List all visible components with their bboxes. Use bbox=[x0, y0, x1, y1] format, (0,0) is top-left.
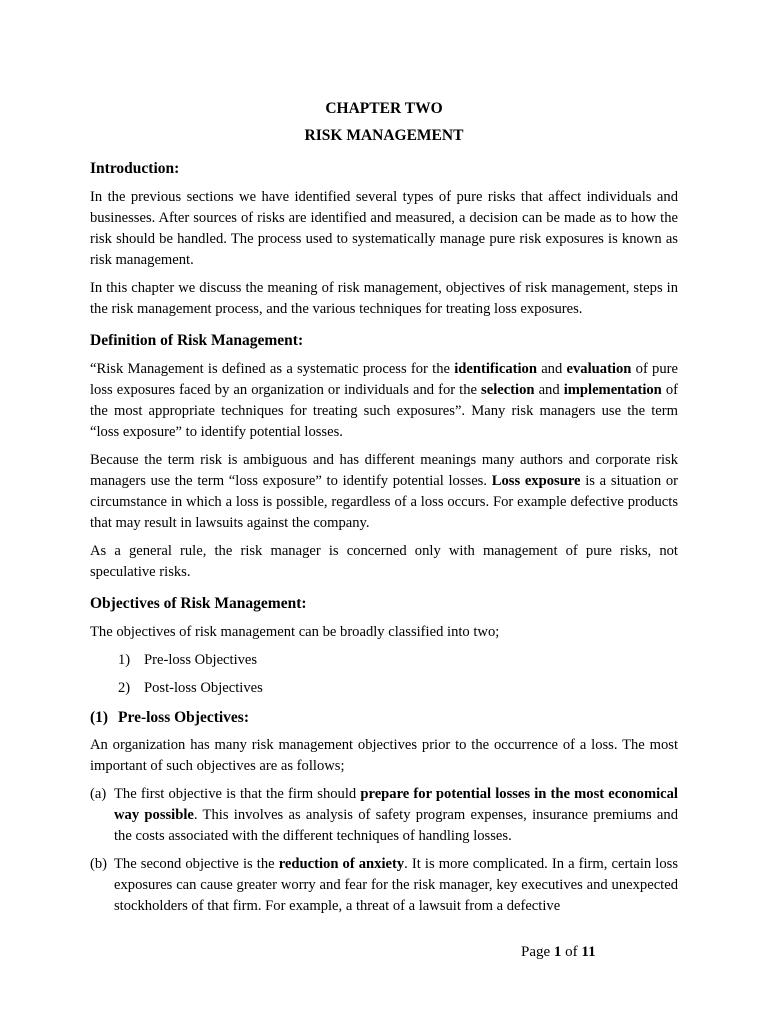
item-text bbox=[114, 784, 678, 847]
bold-phrase: reduction of anxiety bbox=[278, 856, 405, 872]
of-word: of bbox=[561, 944, 582, 960]
chapter-number: CHAPTER TWO bbox=[325, 100, 443, 117]
introduction-heading: Introduction: bbox=[90, 160, 180, 177]
item-label: (a) bbox=[90, 786, 107, 802]
objectives-list bbox=[90, 650, 678, 699]
text-run: The second objective is the bbox=[114, 856, 279, 872]
preloss-intro: An organization has many risk management objectives prior to the occurrence of a loss. The most important of such objectives are as follows; bbox=[90, 737, 678, 774]
text-run: . This involves as analysis of safety program expenses, insurance premiums and the costs associated with the different techniques of handling losses. bbox=[114, 807, 678, 844]
item-text bbox=[114, 854, 678, 917]
bold-term-implementation: implementation bbox=[563, 382, 662, 398]
list-label: Post-loss Objectives bbox=[144, 680, 263, 696]
preloss-heading bbox=[90, 707, 678, 728]
bold-term-selection: selection bbox=[481, 382, 535, 398]
objectives-intro: The objectives of risk management can be broadly classified into two; bbox=[90, 624, 500, 640]
list-label: Pre-loss Objectives bbox=[144, 652, 258, 668]
preloss-title: Pre-loss Objectives: bbox=[118, 709, 249, 726]
list-number: 2) bbox=[118, 680, 131, 696]
bold-term-evaluation: evaluation bbox=[566, 361, 632, 377]
page-content bbox=[90, 97, 678, 924]
text-run: and bbox=[536, 361, 567, 377]
chapter-title: RISK MANAGEMENT bbox=[304, 127, 464, 144]
introduction-paragraph-2: In this chapter we discuss the meaning of risk management, objectives of risk management, steps in the risk management process, and the various techniques for treating loss exposures. bbox=[90, 280, 678, 317]
preloss-item-b bbox=[90, 854, 678, 917]
bold-term-identification: identification bbox=[454, 361, 537, 377]
bold-phrase: prepare for potential losses in the most economical way possible bbox=[114, 786, 678, 823]
list-item bbox=[90, 678, 678, 699]
bold-term-loss-exposure: Loss exposure bbox=[491, 473, 581, 489]
definition-paragraph-1 bbox=[90, 359, 678, 443]
item-label: (b) bbox=[90, 856, 108, 872]
preloss-item-a bbox=[90, 784, 678, 847]
text-run: “Risk Management is defined as a systematic process for the bbox=[90, 361, 455, 377]
current-page-number: 1 bbox=[553, 944, 562, 960]
text-run: . It is more complicated. In a firm, certain loss exposures can cause greater worry and fear for the risk manager, key executives and unexpected stockholders of that firm. For example, a threat of a lawsuit from a defective bbox=[114, 856, 678, 914]
definition-paragraph-2 bbox=[90, 450, 678, 534]
objectives-heading: Objectives of Risk Management: bbox=[90, 595, 307, 612]
total-pages-number: 11 bbox=[581, 944, 596, 960]
list-item bbox=[90, 650, 678, 671]
preloss-number: (1) bbox=[90, 709, 109, 726]
text-run: and bbox=[534, 382, 564, 398]
text-run: is a situation or circumstance in which a loss is possible, regardless of a loss occurs. For example defective products that may result in lawsuits against the company. bbox=[90, 473, 678, 531]
page-word: Page bbox=[521, 944, 554, 960]
list-number: 1) bbox=[118, 652, 131, 668]
text-run: of pure loss exposures faced by an organization or individuals and for the bbox=[90, 361, 678, 398]
page-footer bbox=[521, 942, 596, 963]
text-run: Because the term risk is ambiguous and has different meanings many authors and corporate risk managers use the term “loss exposure” to identify potential losses. bbox=[90, 452, 678, 489]
text-run: of the most appropriate techniques for treating such exposures”. Many risk managers use the term “loss exposure” to identify potential losses. bbox=[90, 382, 678, 440]
definition-paragraph-3: As a general rule, the risk manager is concerned only with management of pure risks, not speculative risks. bbox=[90, 543, 678, 580]
definition-heading: Definition of Risk Management: bbox=[90, 332, 304, 349]
introduction-paragraph-1: In the previous sections we have identified several types of pure risks that affect individuals and businesses. After sources of risks are identified and measured, a decision can be made as to how the risk should be handled. The process used to systematically manage pure risk exposures is known as risk management. bbox=[90, 189, 678, 268]
text-run: The first objective is that the firm should bbox=[114, 786, 361, 802]
